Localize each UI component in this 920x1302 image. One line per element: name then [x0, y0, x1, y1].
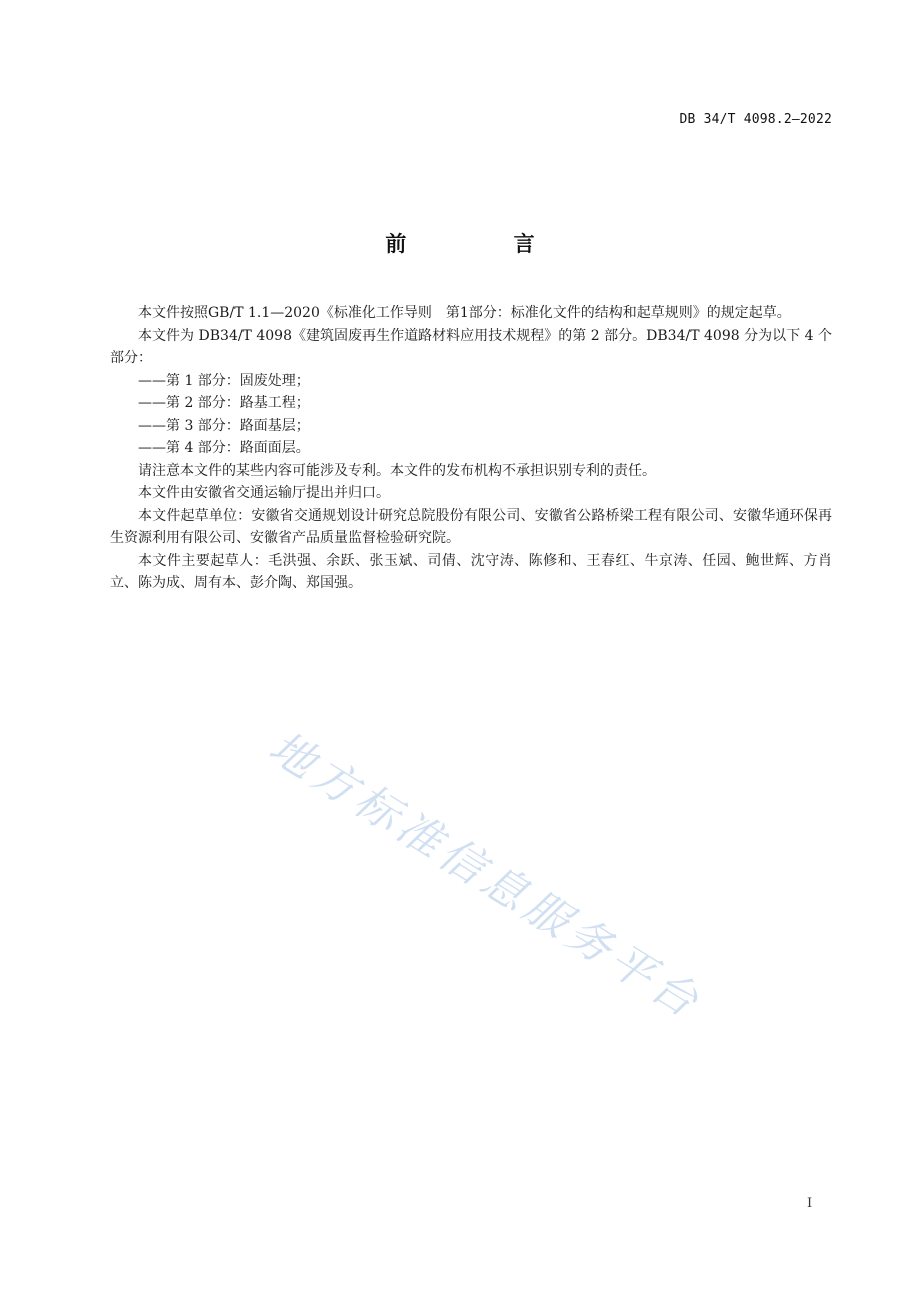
list-item-part-2: ——第 2 部分：路基工程； — [138, 395, 310, 411]
paragraph-drafting-rules: 本文件按照GB/T 1.1—2020《标准化工作导则 第1部分：标准化文件的结构和起草规则》的规定起草。 — [138, 305, 791, 321]
page-number: I — [807, 1196, 813, 1211]
paragraph-drafting-units: 本文件起草单位：安徽省交通规划设计研究总院股份有限公司、安徽省公路桥梁工程有限公司、安徽华通环保再生资源利用有限公司、安徽省产品质量监督检验研究院。 — [110, 507, 832, 546]
paragraph-drafters: 本文件主要起草人：毛洪强、余跃、张玉斌、司倩、沈守涛、陈修和、王春红、牛京涛、任园、鲍世辉、方肖立、陈为成、周有本、彭介陶、郑国强。 — [110, 552, 832, 591]
paragraph-parts-intro: 本文件为 DB34/T 4098《建筑固废再生作道路材料应用技术规程》的第 2 部分。DB34/T 4098 分为以下 4 个部分： — [110, 327, 832, 366]
document-code: DB 34/T 4098.2—2022 — [679, 112, 832, 127]
watermark: 地方标准信息服务平台 — [260, 721, 712, 1030]
list-item-part-1: ——第 1 部分：固废处理； — [138, 372, 310, 389]
page-title: 前 言 — [385, 232, 585, 256]
list-item-part-4: ——第 4 部分：路面面层。 — [138, 440, 310, 456]
list-item-part-3: ——第 3 部分：路面基层； — [138, 417, 310, 434]
paragraph-proposer: 本文件由安徽省交通运输厅提出并归口。 — [138, 485, 390, 501]
foreword-body — [110, 302, 832, 595]
paragraph-patent-notice: 请注意本文件的某些内容可能涉及专利。本文件的发布机构不承担识别专利的责任。 — [138, 462, 656, 479]
